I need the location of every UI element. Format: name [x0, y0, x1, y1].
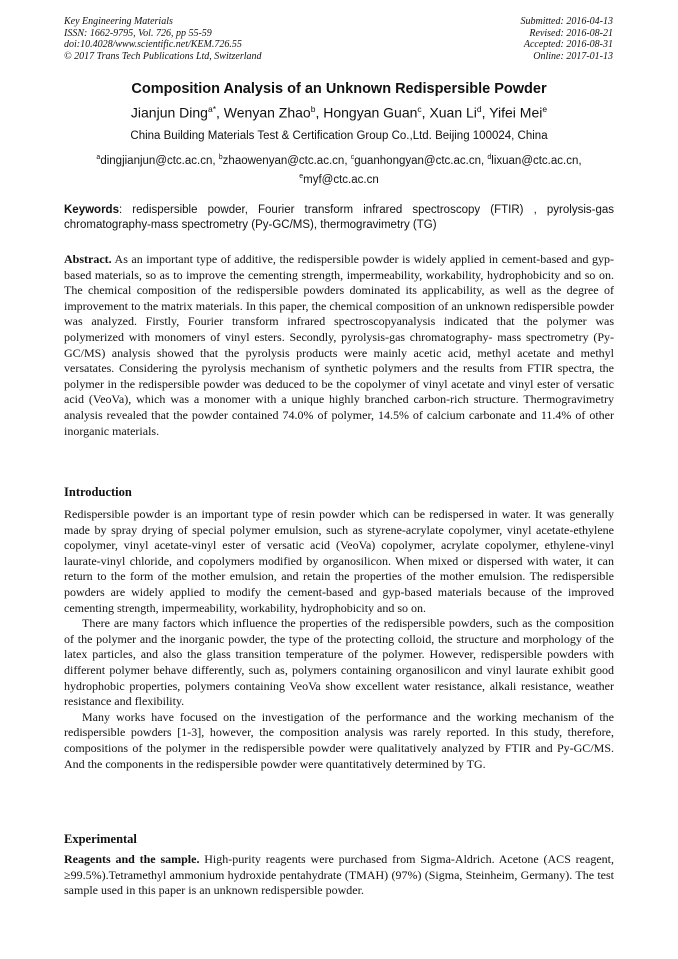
issn-line: ISSN: 1662-9795, Vol. 726, pp 55-59 — [64, 27, 212, 39]
introduction-heading: Introduction — [64, 485, 132, 499]
journal-info — [64, 16, 262, 62]
author-sup: b — [310, 104, 316, 114]
author-name: Yifei Mei — [489, 104, 543, 121]
affiliation: China Building Materials Test & Certification Group Co.,Ltd. Beijing 100024, China — [130, 130, 548, 142]
journal-name: Key Engineering Materials — [64, 16, 173, 27]
author-sup: a* — [207, 104, 217, 114]
author-sup: e — [542, 104, 548, 114]
doi-line: doi:10.4028/www.scientific.net/KEM.726.55 — [64, 39, 242, 50]
email-link[interactable]: myf@ctc.ac.cn — [303, 173, 379, 186]
author-sup: c — [417, 104, 422, 114]
revised-date: Revised: 2016-08-21 — [529, 27, 613, 39]
paper-title: Composition Analysis of an Unknown Redispersible Powder — [131, 81, 547, 97]
email-list: $^a$dingjianjun@ctc.ac.cn, $^b$zhaowenyan@ctc.ac.cn, $^c$guanhongyan@ctc.ac.cn, $^d$lixuan@ctc.ac.cn, $^e$myf@ctc.ac.cn — [96, 154, 582, 186]
reagents-text: High-purity reagents were purchased from Sigma-Aldrich. Acetone (ACS reagent, ≥99.5%).Tetramethyl ammonium hydroxide pentahydrate (TMAH) (97%) (Sigma, Steinheim, Germany). The test sample used in this paper is an unknown redispersible powder. — [64, 852, 614, 898]
email-link[interactable]: guanhongyan@ctc.ac.cn — [354, 154, 481, 167]
email-link[interactable]: zhaowenyan@ctc.ac.cn — [222, 154, 345, 167]
abstract-text: As an important type of additive, the redispersible powder is widely applied in cement-based and gyp-based materials, so as to improve the cementing strength, impermeability, workability, hydrophobicity and so on. The chemical composition of the redispersible powders dominated its applicability, as well as the degree of improvement to the matrix materials. In this paper, the chemical composition of an unknown redispersible powder was analyzed. Firstly, Fourier transform infrared spectroscopyanalysis indicated that the polymer was polymerized with monomers of vinyl esters. Secondly, pyrolysis-gas chromatography- mass spectrometry (Py-GC/MS) analysis showed that the pyrolysis products were mainly acetic acid, methyl acetate and methyl versatates. Considering the pyrolysis mechanism of synthetic polymers and the results from FTIR spectra, the polymer in the redispersible powder was deduced to be the copolymer of vinyl acetate and vinyl ester of versatic acid (VeoVa), which was a monomer with a unique highly branched carbon-rich structure. Thermogravimetry analysis revealed that the powder contained 74.0% of polymer, 14.5% of calcium carbonate and 11.4% of other inorganic materials. — [64, 252, 614, 438]
accepted-date: Accepted: 2016-08-31 — [523, 39, 613, 50]
author-name: Jianjun Ding — [130, 104, 208, 121]
intro-paragraph: There are many factors which influence the properties of the redispersible powders, such as the composition of the polymer and the inorganic powder, the type of the protecting colloid, the structure and morphology of the latex particles, and also the glass transition temperature of the polymer. However, redispersible powders with different polymer behave differently, such as, polymers containing organosilicon and vinyl laurate exhibit good hydrophobic properties, polymers containing VeoVa show excellent water resistance, alkali resistance, weather resistance and flexibility. — [64, 616, 614, 709]
experimental-body — [64, 852, 614, 899]
author-name: Wenyan Zhao — [223, 104, 311, 121]
author-list: Jianjun Ding$^{a*}$, Wenyan Zhao$^b$, Hongyan Guan$^c$, Xuan Li$^d$, Yifei Mei$^e$ — [130, 104, 548, 121]
reagents-label: Reagents and the sample. — [64, 852, 200, 866]
experimental-heading: Experimental — [64, 832, 137, 846]
email-sup: b — [218, 154, 223, 161]
email-sup: e — [299, 172, 304, 180]
author-sup: d — [476, 104, 482, 114]
abstract-label: Abstract. — [64, 252, 112, 266]
email-sup: a — [96, 154, 101, 161]
author-name: Xuan Li — [429, 104, 477, 121]
keywords-text: : redispersible powder, Fourier transform infrared spectroscopy (FTIR) , pyrolysis-gas chromatography-mass spectrometry (Py-GC/MS), thermogravimetry (TG) — [64, 204, 614, 231]
copyright-line: © 2017 Trans Tech Publications Ltd, Switzerland — [64, 50, 262, 62]
author-name: Hongyan Guan — [323, 104, 418, 121]
introduction-body — [64, 507, 614, 772]
email-link[interactable]: lixuan@ctc.ac.cn — [491, 154, 579, 167]
dates-info — [521, 16, 614, 62]
submitted-date: Submitted: 2016-04-13 — [520, 16, 613, 27]
abstract — [64, 252, 614, 439]
email-sup: c — [350, 154, 355, 161]
email-link[interactable]: dingjianjun@ctc.ac.cn — [100, 154, 213, 167]
experimental-paragraph — [64, 852, 614, 899]
intro-paragraph: Redispersible powder is an important type of resin powder which can be redispersed in water. It was generally made by spray drying of special polymer emulsion, such as styrene-acrylate copolymer, vinyl acetate-ethylene copolymer, vinyl acetate-vinyl ester of versatic acid (VeoVa) copolymer, acrylate copolymer, ethylene-vinyl laurate-vinyl chloride, and copolymers modified by organosilicon. When mixed or dispersed with water, it can return to the form of the mother emulsion, and retain the properties of the mother emulsion. The redispersible powders are widely applied to modify the cement-based and gyp-based materials because of the improved cementing strength, impermeability, workability, hydrophobicity and so on. — [64, 507, 614, 615]
keywords — [64, 203, 614, 233]
online-date: Online: 2017-01-13 — [533, 50, 613, 62]
intro-paragraph: Many works have focused on the investigation of the performance and the working mechanism of the redispersible powders [1-3], however, the composition analysis was rarely reported. In this study, therefore, compositions of the polymer in the redispersible powder were qualitatively analyzed by FTIR and Py-GC/MS. And the components in the redispersible powder were quantitatively determined by TG. — [64, 709, 614, 771]
email-sup: d — [487, 154, 492, 161]
keywords-label: Keywords — [64, 204, 119, 216]
